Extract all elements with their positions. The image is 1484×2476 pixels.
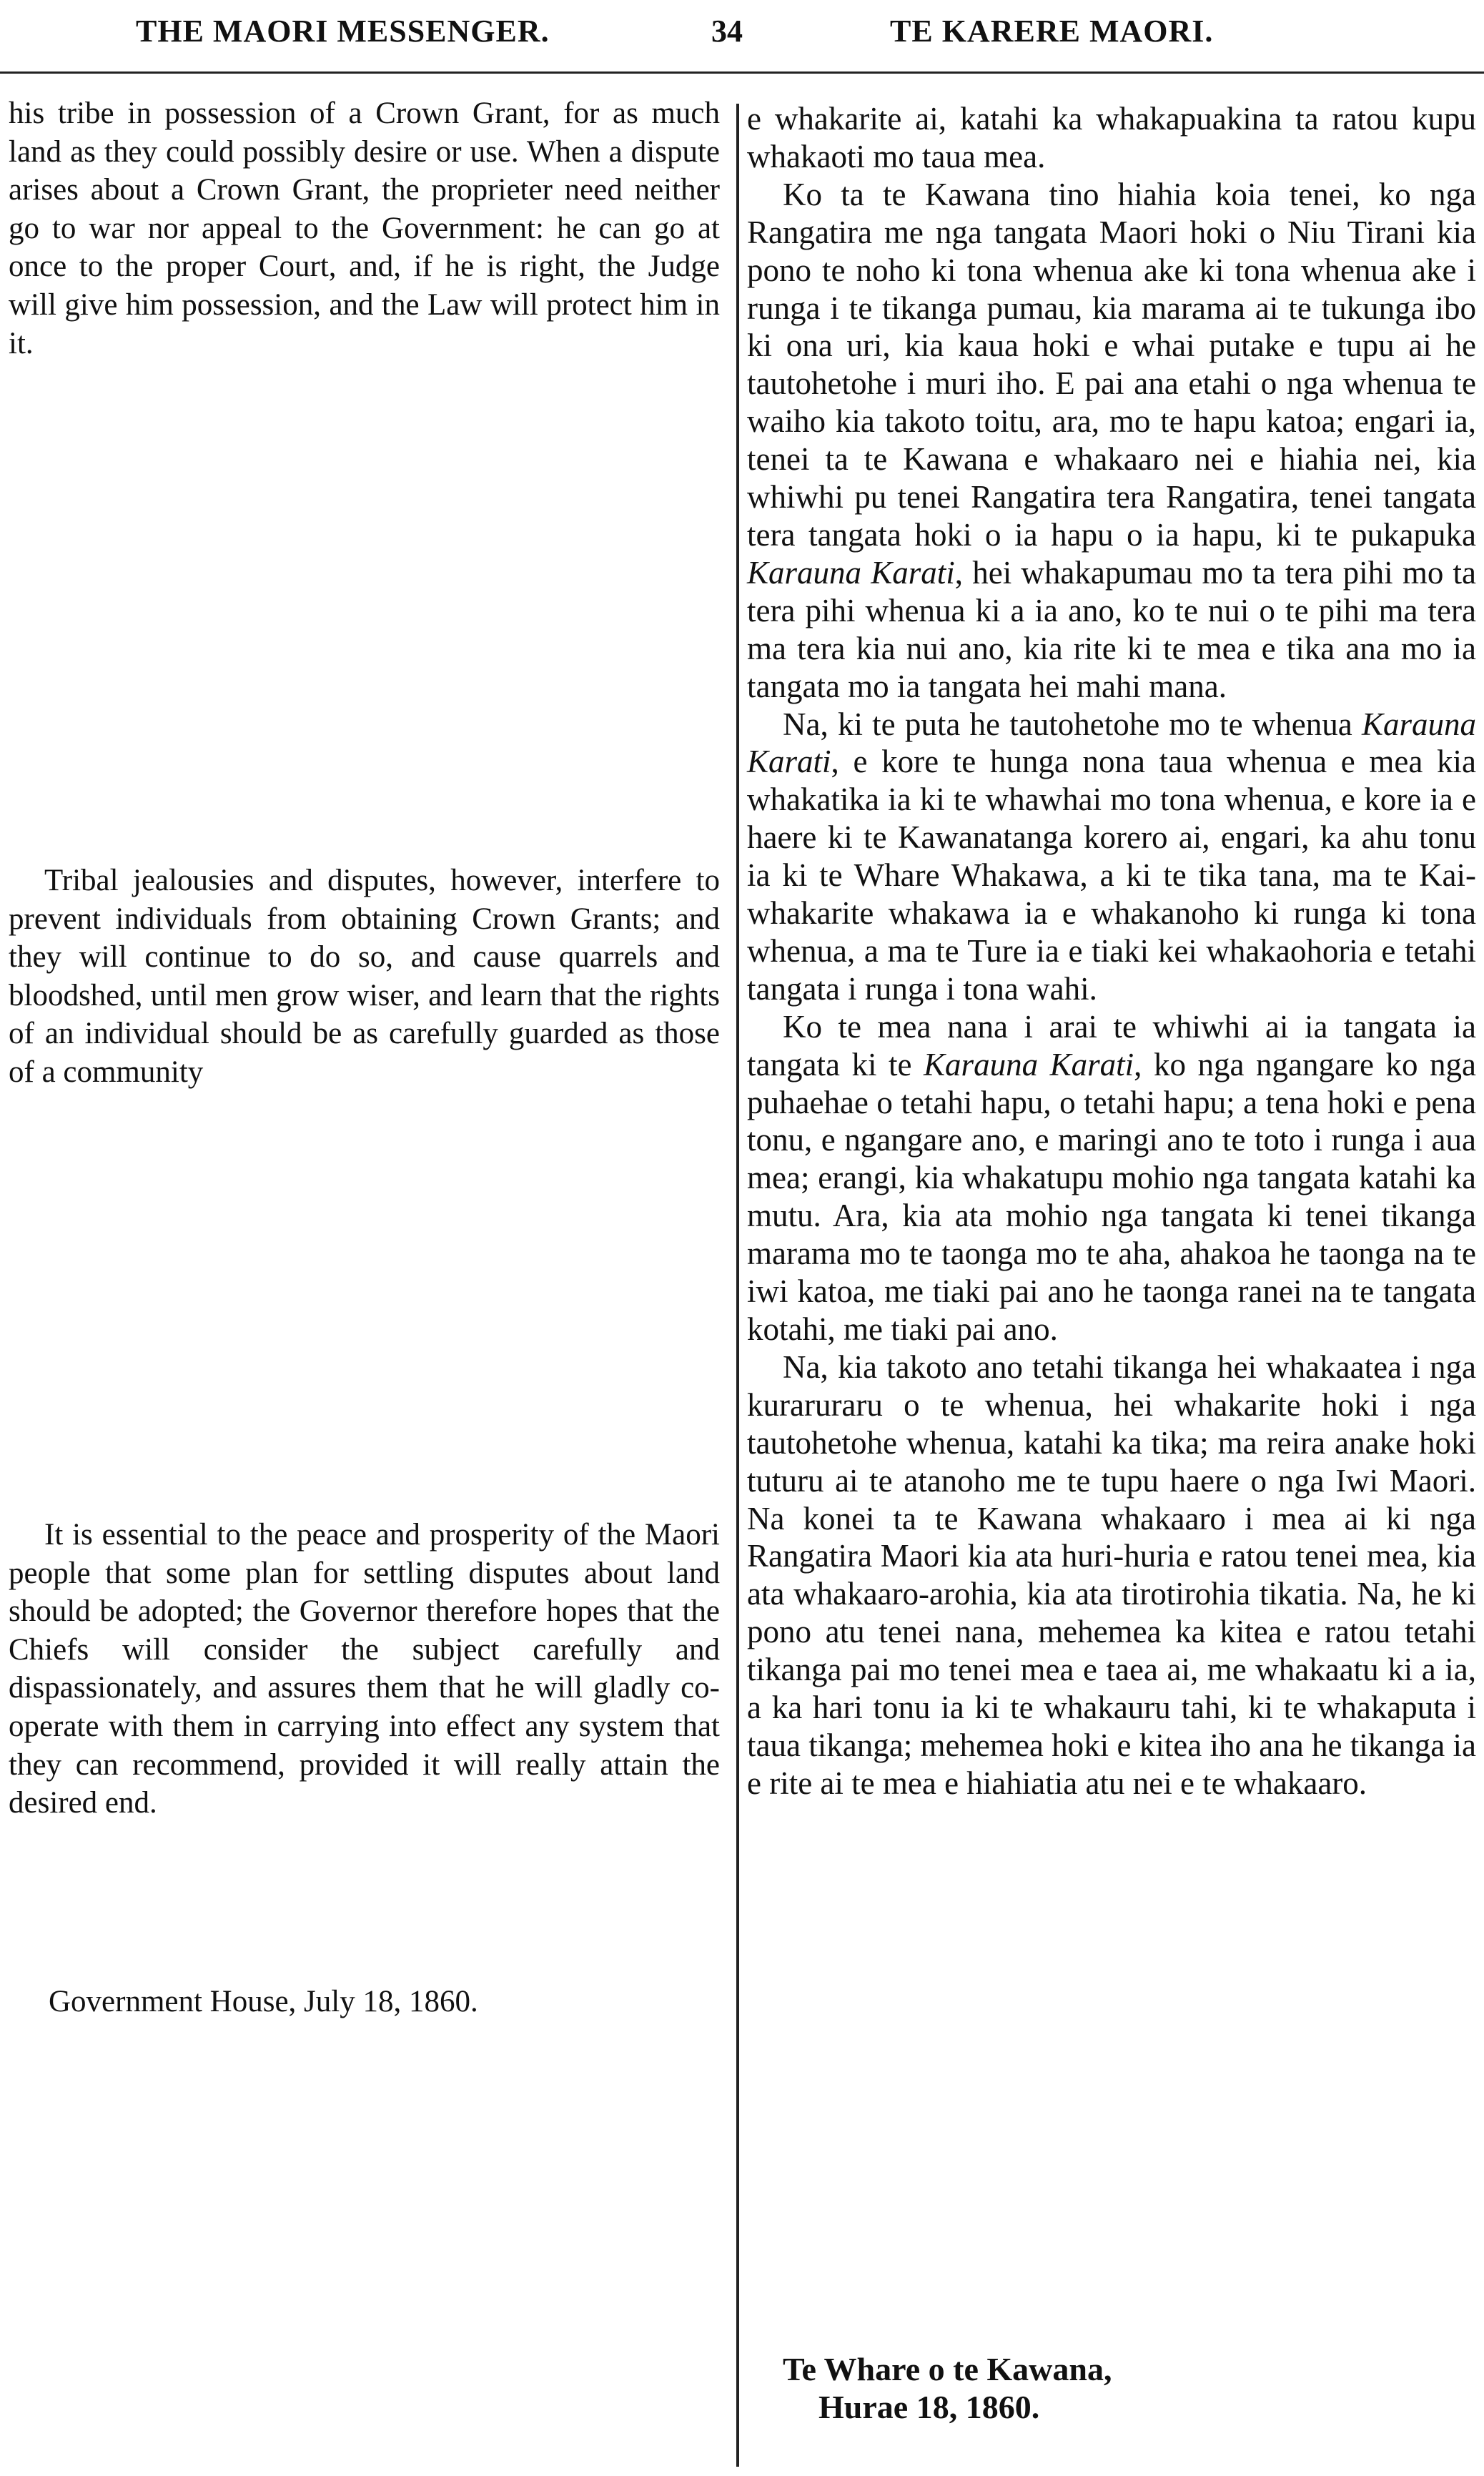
maori-signature-line-2: Hurae 18, 1860. xyxy=(818,2389,1040,2425)
maori-paragraph-4-emphasis: Karauna Karati xyxy=(924,1046,1134,1082)
maori-paragraph-2 xyxy=(747,176,1476,706)
maori-signature-line-1: Te Whare o te Kawana, xyxy=(783,2351,1112,2387)
english-paragraph-3-block xyxy=(9,1516,720,1823)
maori-paragraph-3 xyxy=(747,706,1476,1008)
english-masthead-title: THE MAORI MESSENGER. xyxy=(136,14,550,49)
maori-paragraph-4-text-a: Ko te mea nana i arai te whiwhi ai ia tangata ia tangata ki te xyxy=(747,1008,1476,1082)
maori-paragraph-1: e whakarite ai, katahi ka whakapuakina ta ratou kupu whakaoti mo taua mea. xyxy=(747,101,1476,174)
header-rule xyxy=(0,71,1484,74)
maori-paragraph-2-emphasis: Karauna Karati xyxy=(747,554,955,591)
english-paragraph-2: Tribal jealousies and disputes, however, interfere to prevent individuals from obtaining Crown Grants; and they will continue to do so, and cause quarrels and bloodshed, until men grow wiser, and learn that the rights of an individual should be as carefully guarded as those of a community xyxy=(9,864,720,1089)
english-paragraph-1-block xyxy=(9,94,720,362)
column-divider xyxy=(736,104,739,2467)
maori-paragraph-2-text-b: , hei whakapumau mo ta tera pihi mo ta tera pihi whenua ki a ia ano, ko te nui o te pihi ma tera ma tera kia nui ano, kia rite ki te mea e tika ana mo ia tangata mo ia tangata hei mahi mana. xyxy=(747,554,1477,704)
maori-masthead-title: TE KARERE MAORI. xyxy=(890,14,1214,49)
maori-paragraph-5: Na, kia takoto ano tetahi tikanga hei whakaatea i nga kuraruraru o te whenua, hei whakarite hoki i nga tautohetohe whenua, katahi ka tika; ma reira anake hoki tuturu ai te atanoho me te tupu haere o nga Iwi Maori. Na konei ta te Kawana whakaaro i mea ai ki nga Rangatira Maori kia ata huri-huria e ratou tenei mea, kia ata whakaaro-arohia, kia ata tirotirohia tikatia. Na, he ki pono atu tenei nana, mehemea ka kitea e ratou tetahi tikanga pai mo tenei mea e taea ai, me whakaatu ki a ia, a ka hari tonu ia ki te whakauru tahi, ki te whakaputa i taua tikanga; mehemea hoki e kitea iho ana he tikanga ia e rite ai te mea e hiahiatia atu nei e te whakaaro. xyxy=(747,1348,1476,1801)
page-header xyxy=(0,0,1484,79)
maori-paragraph-3-emphasis: Karauna Karati xyxy=(747,706,1476,780)
page-number: 34 xyxy=(711,14,743,49)
maori-paragraph-4-text-b: , ko nga ngangare ko nga puhaehae o tetahi hapu, o tetahi hapu; a tena hoki e pena tonu, e ngangare ano, e maringi ano te toto i runga i aua mea; erangi, kia whakatupu mohio nga tangata katahi ka mutu. Ara, kia ata mohio nga tangata ki tenei tikanga marama mo te taonga mo te aha, ahakoa he taonga na te iwi katoa, me tiaki pai ano he taonga ranei na te tangata kotahi, me tiaki pai ano. xyxy=(747,1046,1476,1347)
maori-text-column xyxy=(747,100,1476,1802)
maori-paragraph-2-text-a: Ko ta te Kawana tino hiahia koia tenei, ko nga Rangatira me nga tangata Maori hoki o Niu Tirani kia pono te noho ki tona whenua ake ki tona whenua ake i runga i te tikanga pumau, kia marama ai te tukunga ibo ki ona uri, kia kaua hoki e whai putake e tupu ai he tautohetohe i muri iho. E pai ana etahi o nga whenua te waiho kia takoto toitu, ara, mo te hapu katoa; engari ia, tenei ta te Kawana e whakaaro nei e hiahia nei, kia whiwhi pu tenei Rangatira tera Rangatira, tenei tangata tera tangata hoki o ia hapu o ia hapu, ki te pukapuka xyxy=(747,176,1476,553)
maori-paragraph-4 xyxy=(747,1008,1476,1348)
english-paragraph-2-block xyxy=(9,862,720,1092)
english-dateline: Government House, July 18, 1860. xyxy=(49,1985,478,2018)
maori-paragraph-3-text-a: Na, ki te puta he tautohetohe mo te whenua xyxy=(783,706,1352,742)
english-paragraph-3: It is essential to the peace and prosperity of the Maori people that some plan for settling disputes about land should be adopted; the Governor therefore hopes that the Chiefs will consider the subject carefully and dispassionately, and assures them that he will gladly co-operate with them in carrying into effect any system that they can recommend, provided it will really attain the desired end. xyxy=(9,1518,720,1820)
maori-paragraph-3-text-b: , e kore te hunga nona taua whenua e mea kia whakatika ia ki te whawhai mo tona whenua, e kore ia e haere ki te Kawanatanga korero ai, engari, ka ahu tonu ia ki te Whare Whakawa, a ki te tika tana, ma te Kai-whakarite whakawa ia e whakanoho ki runga ki tona whenua, a ma te Ture ia e tiaki kei whakaohoria e tetahi tangata i runga i tona wahi. xyxy=(747,744,1476,1007)
english-paragraph-1: his tribe in possession of a Crown Grant, for as much land as they could possibly desire or use. When a dispute arises about a Crown Grant, the proprieter need neither go to war nor appeal to the Government: he can go at once to the proper Court, and, if he is right, the Judge will give him possession, and the Law will protect him in it. xyxy=(9,97,720,360)
